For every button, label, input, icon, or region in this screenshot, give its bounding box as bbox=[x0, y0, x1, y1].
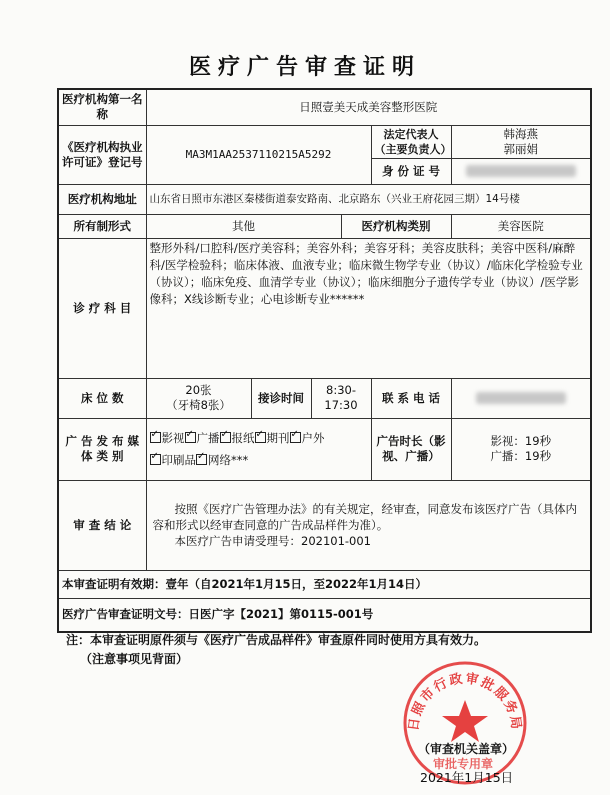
media-checkbox-6[interactable] bbox=[196, 454, 207, 465]
institution-type-value: 美容医院 bbox=[451, 214, 591, 238]
legal-rep-name-1: 韩海燕 bbox=[503, 126, 539, 141]
beds-dental-chairs: （牙椅8张） bbox=[166, 398, 231, 412]
media-option-5: 印刷品 bbox=[161, 453, 196, 467]
row-license bbox=[58, 125, 591, 158]
media-option-0: 影视 bbox=[161, 431, 185, 445]
legal-rep-name-2: 郭丽娟 bbox=[503, 141, 539, 156]
row-conclusion bbox=[58, 480, 591, 570]
ad-duration-video: 影视：19秒 bbox=[490, 434, 552, 448]
ad-duration-label: 广告时长（影视、广播） bbox=[371, 418, 451, 480]
row-media bbox=[58, 418, 591, 480]
media-checkbox-1[interactable] bbox=[185, 432, 196, 443]
media-option-4: 户外 bbox=[301, 431, 325, 445]
address-value: 山东省日照市东港区秦楼街道泰安路南、北京路东（兴业王府花园三期）14号楼 bbox=[146, 184, 591, 214]
institution-name-label: 医疗机构第一名称 bbox=[58, 89, 146, 125]
conclusion-text: 按照《医疗广告管理办法》的有关规定，经审查，同意发布该医疗广告（具体内容和形式以经审查同意的广告成品样件为准）。 bbox=[152, 502, 577, 532]
license-value: MA3M1AA2537110215A5292 bbox=[146, 125, 371, 184]
media-options bbox=[146, 418, 371, 480]
page-title: 医疗广告审查证明 bbox=[188, 55, 421, 80]
departments-label: 诊 疗 科 目 bbox=[58, 238, 146, 378]
document-number-text: 医疗广告审查证明文号：日医广字【2021】第0115-001号 bbox=[58, 598, 591, 632]
media-option-6: 网络*** bbox=[208, 453, 249, 467]
institution-type-label: 医疗机构类别 bbox=[341, 214, 451, 238]
media-checkbox-4[interactable] bbox=[290, 432, 301, 443]
phone-value-redacted bbox=[451, 378, 591, 418]
ownership-label: 所有制形式 bbox=[58, 214, 146, 238]
media-checkbox-0[interactable] bbox=[150, 432, 161, 443]
departments-value: 整形外科/口腔科/医疗美容科；美容外科；美容牙科；美容皮肤科；美容中医科/麻醉科/医学检验科；临床体液、血液专业；临床微生物学专业（协议）/临床化学检验专业（协议）；临床免疫、血清学专业（协议）；临床细胞分子遗传学专业（协议）/医学影像科；X线诊断专业；心电诊断专业****** bbox=[146, 238, 591, 378]
seal-date: 2021年1月15日 bbox=[420, 770, 514, 785]
phone-label: 联 系 电 话 bbox=[371, 378, 451, 418]
row-departments bbox=[58, 238, 591, 378]
media-option-1: 广播 bbox=[196, 431, 220, 445]
seal-ring-text: 日照市行政审批服务局 bbox=[406, 671, 524, 732]
id-number-label: 身 份 证 号 bbox=[371, 158, 451, 184]
address-label: 医疗机构地址 bbox=[58, 184, 146, 214]
ownership-value: 其他 bbox=[146, 214, 341, 238]
media-checkbox-3[interactable] bbox=[255, 432, 266, 443]
beds-label: 床 位 数 bbox=[58, 378, 146, 418]
id-number-value-redacted bbox=[451, 158, 591, 184]
seal-subtext: 审批专用章 bbox=[433, 757, 494, 771]
row-address bbox=[58, 184, 591, 214]
media-label: 广 告 发 布 媒 体 类 别 bbox=[58, 418, 146, 480]
seal-star-icon bbox=[442, 700, 488, 742]
media-option-3: 期刊 bbox=[266, 431, 290, 445]
hours-label: 接诊时间 bbox=[251, 378, 311, 418]
row-institution-name bbox=[58, 89, 591, 125]
certificate-table bbox=[57, 88, 592, 633]
hours-value: 8:30-17:30 bbox=[311, 378, 371, 418]
ad-duration-value bbox=[451, 418, 591, 480]
row-ownership bbox=[58, 214, 591, 238]
ad-duration-radio: 广播：19秒 bbox=[490, 449, 552, 463]
conclusion-value bbox=[146, 480, 591, 570]
beds-value bbox=[146, 378, 251, 418]
license-label: 《医疗机构执业许可证》登记号 bbox=[58, 125, 146, 184]
seal-label: （审查机关盖章） bbox=[418, 742, 515, 756]
validity-text: 本审查证明有效期：壹年（自2021年1月15日，至2022年1月14日） bbox=[58, 570, 591, 598]
row-validity bbox=[58, 570, 591, 598]
application-number: 本医疗广告申请受理号：202101-001 bbox=[174, 534, 371, 548]
institution-name-value: 日照壹美天成美容整形医院 bbox=[146, 89, 591, 125]
row-beds bbox=[58, 378, 591, 418]
legal-rep-label: 法定代表人（主要负责人） bbox=[371, 125, 451, 158]
media-checkbox-2[interactable] bbox=[220, 432, 231, 443]
note-line-2: （注意事项见背面） bbox=[80, 652, 189, 666]
legal-rep-value bbox=[451, 125, 591, 158]
media-checkbox-5[interactable] bbox=[150, 454, 161, 465]
note-line-1: 注：本审查证明原件须与《医疗广告成品样件》审查原件同时使用方具有效力。 bbox=[66, 633, 487, 647]
row-document-number bbox=[58, 598, 591, 632]
beds-count: 20张 bbox=[185, 383, 212, 397]
conclusion-label: 审 查 结 论 bbox=[58, 480, 146, 570]
media-option-2: 报纸 bbox=[231, 431, 255, 445]
